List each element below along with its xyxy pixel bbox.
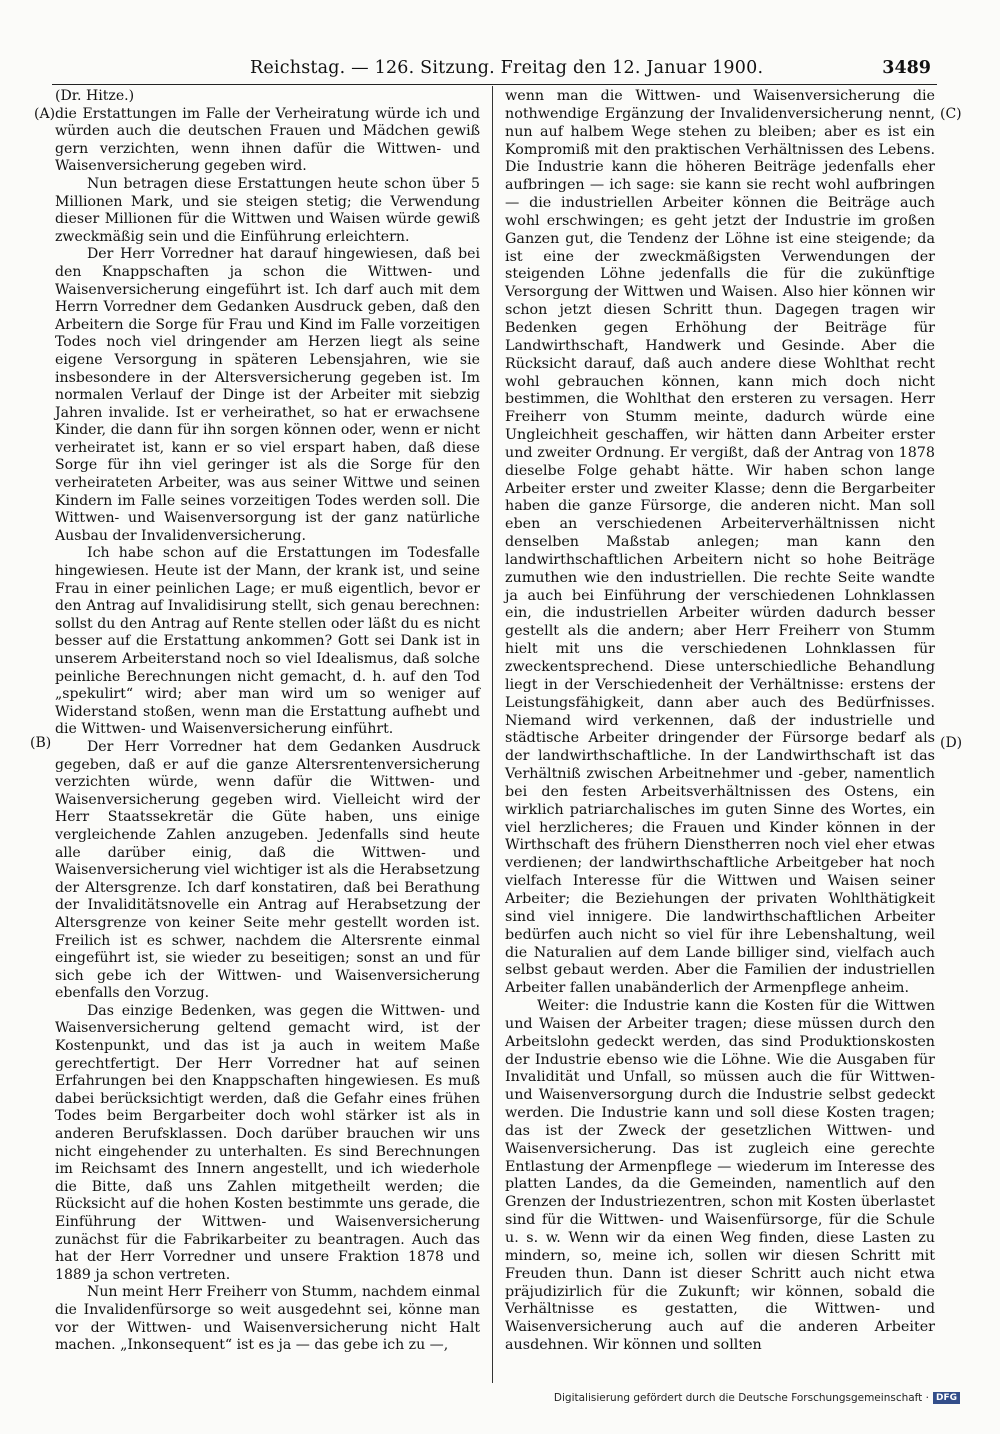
margin-marker-a: (A) (34, 106, 56, 122)
margin-marker-d: (D) (940, 735, 963, 751)
right-column (505, 88, 935, 1355)
credit-text: Digitalisierung gefördert durch die Deutsche Forschungsgemeinschaft · (553, 1392, 929, 1404)
paragraph: Das einzige Bedenken, was gegen die Wittwen- und Waisenversicherung geltend gemacht wird, ist der Kostenpunkt, und das ist ja auch in weitem Maße gerechtfertigt. Der Herr Vorredner hat auf seinen Erfahrungen bei den Knappschaften hingewiesen. Es muß dabei berücksichtigt werden, daß die Gefahr eines frühen Todes beim Bergarbeiter doch wohl stärker ist als in anderen Berufsklassen. Doch darüber brauchen wir uns nicht eingehender zu unterhalten. Es sind Berechnungen im Reichsamt des Innern angestellt, und ich wiederhole die Bitte, daß uns Zahlen mitgetheilt werden; die Rücksicht auf die hohen Kosten bestimmte uns gerade, die Einführung der Wittwen- und Waisenversicherung zunächst für die Fabrikarbeiter zu beantragen. Auch das hat der Herr Vorredner und unsere Fraktion 1878 und 1889 ja schon vertreten. (55, 1002, 480, 1283)
paragraph: Nun meint Herr Freiherr von Stumm, nachdem einmal die Invalidenfürsorge so weit ausgedehnt sei, könne man vor der Wittwen- und Waisenversicherung nicht Halt machen. „Inkonsequent“ ist es ja — das gebe ich zu —, (55, 1284, 480, 1354)
header-rule (52, 84, 937, 85)
paragraph: Ich habe schon auf die Erstattungen im Todesfalle hingewiesen. Heute ist der Mann, der krank ist, und seine Frau in einer peinlichen Lage; er muß eigentlich, bevor er den Antrag auf Invalidisirung stellt, sich genau berechnen: sollst du den Antrag auf Rente stellen oder läßt du es nicht besser auf die Erstattung ankommen? Gott sei Dank ist in unserem Arbeiterstand noch so viel Idealismus, daß solche peinliche Berechnungen nicht gemacht, d. h. auf den Tod „spekulirt“ wird; aber man wird um so weniger auf Widerstand stoßen, wenn man die Erstattung aufhebt und die Wittwen- und Waisenversicherung einführt. (55, 545, 480, 738)
paragraph: Weiter: die Industrie kann die Kosten für die Wittwen und Waisen der Arbeiter tragen; diese müssen durch den Arbeitslohn gedeckt werden, das sind Produktionskosten der Industrie ebenso wie die Löhne. Wie die Ausgaben für Invalidität und Unfall, so müssen auch die für Wittwen- und Waisenversorgung durch die Industrie selbst gedeckt werden. Die Industrie kann und soll diese Kosten tragen; das ist der Zweck der gesetzlichen Wittwen- und Waisenversicherung. Das ist zugleich eine gerechte Entlastung der Armenpflege — wiederum im Interesse des platten Landes, da die Gemeinden, namentlich auf den Grenzen der Industriezentren, schon mit Kosten überlastet sind für die Wittwen- und Waisenfürsorge, für die Schule u. s. w. Wenn wir da einen Weg finden, diese Lasten zu mindern, so, meine ich, sollen wir diesen Schritt mit Freuden thun. Dann ist dieser Schritt auch nicht etwa präjudizirlich für die Zukunft; wir können, sobald die Verhältnisse es gestatten, die Wittwen- und Waisenversicherung auch auf die anderen Arbeiter ausdehnen. Wir können und sollten (505, 998, 935, 1354)
paragraph: Der Herr Vorredner hat darauf hingewiesen, daß bei den Knappschaften ja schon die Wittwen- und Waisenversicherung eingeführt ist. Ich darf auch mit dem Herrn Vorredner dem Gedanken Ausdruck geben, daß den Arbeitern die Sorge für Frau und Kind im Falle vorzeitigen Todes noch viel dringender am Herzen liegt als seine eigene Versorgung in späteren Lebensjahren, wie sie insbesondere in der Altersversicherung gegeben ist. Im normalen Verlauf der Dinge ist der Arbeiter mit siebzig Jahren invalide. Ist er verheirathet, so hat er erwachsene Kinder, die dann für ihn sorgen können oder, wenn er nicht verheiratet ist, kann er so viel erspart haben, daß diese Sorge für ihn viel geringer ist als die Sorge für den verheirateten Arbeiter, was aus seiner Wittwe und seinen Kindern im Falle seines vorzeitigen Todes werden soll. Die Wittwen- und Waisenversorgung ist der ganz natürliche Ausbau der Invalidenversicherung. (55, 246, 480, 544)
paragraph: die Erstattungen im Falle der Verheiratung würde ich und würden auch die deutschen Frauen und Mädchen gewiß gern verzichten, wenn ihnen dafür die Wittwen- und Waisenversicherung gegeben wird. (55, 105, 480, 175)
page-number: 3489 (882, 58, 931, 78)
speaker-attribution: (Dr. Hitze.) (55, 88, 135, 104)
running-head: Reichstag. — 126. Sitzung. Freitag den 12. Januar 1900. (250, 58, 764, 78)
margin-marker-c: (C) (940, 106, 962, 122)
paragraph: Nun betragen diese Erstattungen heute schon über 5 Millionen Mark, und sie steigen stetig; die Verwendung dieser Millionen für die Wittwen und Waisen würde gewiß zweckmäßig sein und die Einführung erleichtern. (55, 175, 480, 245)
dfg-logo-icon: DFG (933, 1392, 960, 1404)
running-header (55, 58, 935, 82)
column-divider (492, 86, 493, 1383)
margin-marker-b: (B) (30, 735, 52, 751)
paragraph: Der Herr Vorredner hat dem Gedanken Ausdruck gegeben, daß er auf die ganze Altersrentenversicherung verzichten würde, wenn dafür die Wittwen- und Waisenversicherung gegeben wird. Vielleicht wird der Herr Staatssekretär die Güte haben, uns einige vergleichende Zahlen anzugeben. Jedenfalls sind heute alle darüber einig, daß die Wittwen- und Waisenversicherung viel wichtiger ist als die Herabsetzung der Altersgrenze. Ich darf konstatiren, daß bei Berathung der Invaliditätsnovelle ein Antrag auf Herabsetzung der Altersgrenze von keiner Seite mehr gestellt worden ist. Freilich ist es schwer, nachdem die Altersrente einmal eingeführt ist, sie wieder zu beseitigen; sonst an und für sich gebe ich der Wittwen- und Waisenversicherung ebenfalls den Vorzug. (55, 738, 480, 1002)
paragraph: wenn man die Wittwen- und Waisenversicherung die nothwendige Ergänzung der Invalidenversicherung nennt, nun auf halbem Wege stehen zu bleiben; aber es ist ein Kompromiß mit den praktischen Verhältnissen des Lebens. Die Industrie kann die höheren Beiträge jedenfalls eher aufbringen — ich sage: sie kann sie recht wohl aufbringen — die industriellen Arbeiter können die Beiträge auch wohl erschwingen; es geht jetzt der Industrie im großen Ganzen gut, die Tendenz der Löhne ist eine steigende; da ist eine der zweckmäßigsten Verwendungen der steigenden Löhne jedenfalls die für die zukünftige Versorgung der Wittwen und Waisen. Also hier können wir schon jetzt diesen Schritt thun. Dagegen tragen wir Bedenken gegen Erhöhung der Beiträge für Landwirthschaft, Handwerk und Gesinde. Aber die Rücksicht darauf, daß auch andere diese Wohlthat recht wohl gebrauchen können, kann mich doch nicht bestimmen, die Wohlthat den ersteren zu versagen. Herr Freiherr von Stumm meinte, dadurch würde eine Ungleichheit geschaffen, wir hätten dann Arbeiter erster und zweiter Ordnung. Er vergißt, daß der Antrag von 1878 dieselbe Folge gehabt hätte. Wir haben schon lange Arbeiter erster und zweiter Klasse; denn die Bergarbeiter haben die ganze Fürsorge, die anderen nicht. Man soll eben an verschiedenen Arbeiterverhältnissen nicht denselben Maßstab anlegen; man kann den landwirthschaftlichen Arbeitern nicht so hohe Beiträge zumuthen wie den industriellen. Die rechte Seite wandte ja auch bei Einführung der verschiedenen Lohnklassen ein, die industriellen Arbeiter würden dadurch besser gestellt als die andern; aber Herr Freiherr von Stumm hielt mit uns die verschiedenen Lohnklassen für zweckentsprechend. Diese unterschiedliche Behandlung liegt in der Verschiedenheit der Verhältnisse: erstens der Leistungsfähigkeit, dann aber auch des Bedürfnisses. Niemand wird verkennen, daß der industrielle und städtische Arbeiter dringender der Fürsorge bedarf als der landwirthschaftliche. In der Landwirthschaft ist das Verhältniß zwischen Arbeitnehmer und -geber, namentlich bei den festen Arbeitsverhältnissen des Ostens, ein wirklich patriarchalisches im guten Sinne des Wortes, ein viel herzlicheres; die Frauen und Kinder können in der Wirthschaft des frühern Dienstherren noch viel eher etwas verdienen; der landwirthschaftliche Arbeitgeber hat noch vielfach Interesse für die Wittwen und Waisen seiner Arbeiter; die Beziehungen der privaten Wohlthätigkeit sind viel innigere. Die landwirthschaftlichen Arbeiter bedürfen auch nicht so viel für ihre Lebenshaltung, weil die Naturalien auf dem Lande billiger sind, vielfach auch selbst gebaut werden. Aber die Familien der industriellen Arbeiter fallen unabänderlich der Armenpflege anheim. (505, 88, 935, 997)
left-column (55, 88, 480, 1355)
digitization-credit (554, 1392, 960, 1404)
